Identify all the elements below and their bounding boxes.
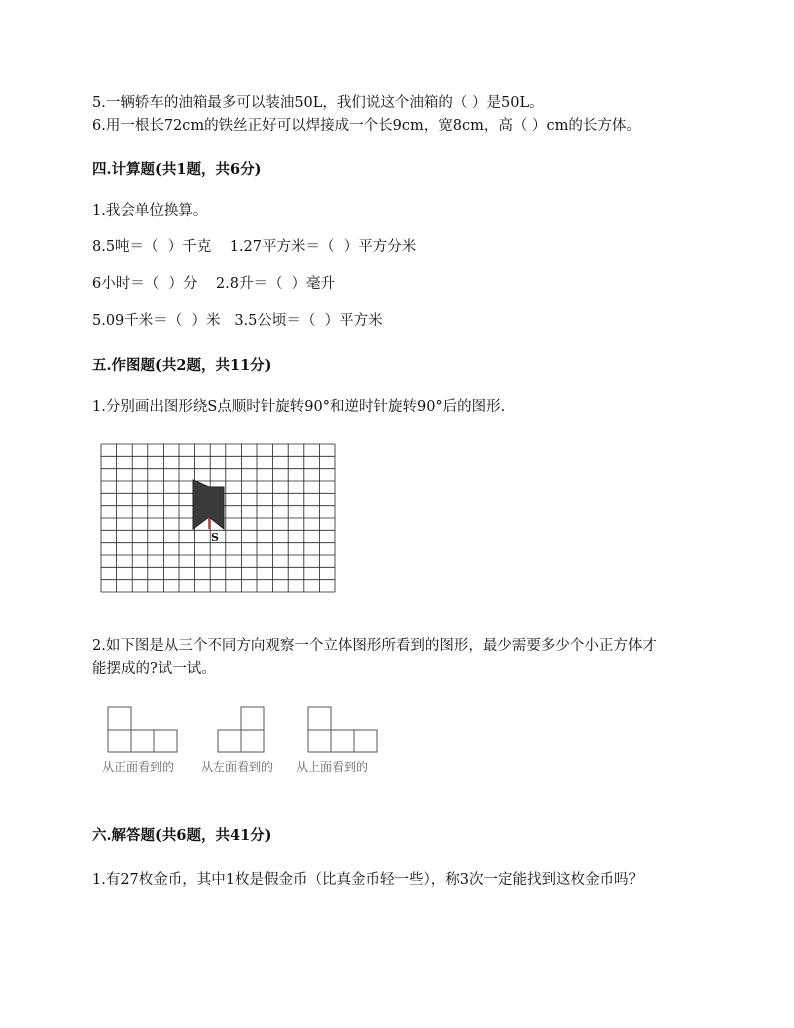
top-view-square xyxy=(331,730,354,752)
section-5-question-2-line-2: 能摆成的?试一试。 xyxy=(92,661,216,677)
point-s-label: S xyxy=(211,531,219,544)
left-view-square xyxy=(241,707,264,730)
front-view-square xyxy=(108,707,131,730)
question-6: 6.用一根长72cm的铁丝正好可以焊接成一个长9cm，宽8cm，高（ ）cm的长方体。 xyxy=(92,118,641,134)
rotation-grid-figure xyxy=(100,443,336,593)
section-6-question-1: 1.有27枚金币，其中1枚是假金币（比真金币轻一些），称3次一定能找到这枚金币吗？ xyxy=(92,872,643,888)
section-4-question-1: 1.我会单位换算。 xyxy=(92,203,208,219)
conversion-row-2: 6小时＝（ ）分 2.8升＝（ ）毫升 xyxy=(92,276,336,292)
three-view-figures xyxy=(100,703,400,783)
conversion-row-3: 5.09千米＝（ ）米 3.5公顷＝（ ）平方米 xyxy=(92,313,383,329)
top-view-caption: 从上面看到的 xyxy=(296,760,369,774)
front-view-square xyxy=(131,730,154,752)
section-5-question-2-line-1: 2.如下图是从三个不同方向观察一个立体图形所看到的图形，最少需要多少个小正方体才 xyxy=(92,638,657,654)
top-view-square xyxy=(354,730,377,752)
front-view-square xyxy=(154,730,177,752)
top-view-square xyxy=(308,707,331,730)
left-view-square xyxy=(218,730,241,752)
top-view-square xyxy=(308,730,331,752)
section-5-heading: 五.作图题(共2题，共11分) xyxy=(92,357,272,374)
question-5: 5.一辆轿车的油箱最多可以装油50L，我们说这个油箱的（ ）是50L。 xyxy=(92,95,544,111)
section-4-heading: 四.计算题(共1题，共6分) xyxy=(92,161,262,178)
section-6-heading: 六.解答题(共6题，共41分) xyxy=(92,827,272,844)
conversion-row-1: 8.5吨＝（ ）千克 1.27平方米＝（ ）平方分米 xyxy=(92,239,417,255)
left-view-square xyxy=(241,730,264,752)
section-5-question-1: 1.分别画出图形绕S点顺时针旋转90°和逆时针旋转90°后的图形. xyxy=(92,399,506,415)
three-view-drawings xyxy=(100,703,400,758)
left-view-caption: 从左面看到的 xyxy=(201,760,274,774)
front-view-caption: 从正面看到的 xyxy=(102,760,175,774)
front-view-square xyxy=(108,730,131,752)
